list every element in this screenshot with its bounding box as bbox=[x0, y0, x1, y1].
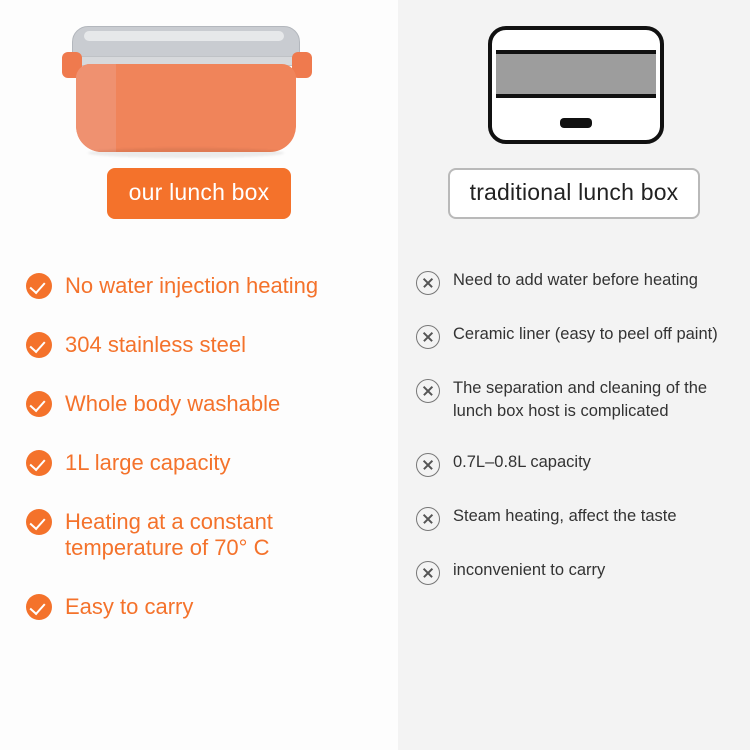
our-lunch-box-label: our lunch box bbox=[107, 168, 292, 219]
our-feature-list bbox=[0, 273, 398, 620]
list-item bbox=[26, 391, 398, 417]
feature-text: The separation and cleaning of the lunch box host is complicated bbox=[453, 379, 708, 420]
traditional-product-image bbox=[398, 0, 750, 168]
feature-text: 1L large capacity bbox=[65, 450, 231, 475]
traditional-box-latch bbox=[560, 118, 592, 128]
feature-text: Heating at a constant temperature of 70° C bbox=[65, 509, 273, 560]
orange-lunch-box-icon bbox=[62, 22, 312, 154]
traditional-feature-list bbox=[398, 269, 750, 585]
feature-text: Steam heating, affect the taste bbox=[453, 507, 677, 525]
product-shadow bbox=[88, 148, 284, 158]
traditional-title-row bbox=[398, 168, 750, 219]
list-item bbox=[416, 559, 744, 585]
cross-icon bbox=[416, 325, 440, 349]
lid-highlight bbox=[84, 31, 284, 41]
feature-text: 0.7L–0.8L capacity bbox=[453, 453, 591, 471]
list-item bbox=[416, 505, 744, 531]
feature-text: Need to add water before heating bbox=[453, 271, 698, 289]
traditional-lunch-box-icon bbox=[488, 22, 664, 152]
list-item bbox=[416, 451, 744, 477]
list-item bbox=[26, 450, 398, 476]
list-item bbox=[26, 332, 398, 358]
traditional-box-band bbox=[496, 50, 656, 98]
feature-text: No water injection heating bbox=[65, 273, 319, 298]
list-item bbox=[26, 509, 398, 561]
our-title-row bbox=[0, 168, 398, 219]
feature-text: inconvenient to carry bbox=[453, 561, 606, 579]
check-icon bbox=[26, 391, 52, 417]
check-icon bbox=[26, 273, 52, 299]
cross-icon bbox=[416, 271, 440, 295]
check-icon bbox=[26, 509, 52, 535]
feature-text: Ceramic liner (easy to peel off paint) bbox=[453, 325, 718, 343]
list-item bbox=[416, 377, 744, 423]
check-icon bbox=[26, 594, 52, 620]
list-item bbox=[416, 269, 744, 295]
feature-text: Whole body washable bbox=[65, 391, 281, 416]
check-icon bbox=[26, 332, 52, 358]
traditional-product-column bbox=[398, 0, 750, 750]
list-item bbox=[26, 594, 398, 620]
feature-text: 304 stainless steel bbox=[65, 332, 246, 357]
feature-text: Easy to carry bbox=[65, 594, 194, 619]
cross-icon bbox=[416, 507, 440, 531]
list-item bbox=[416, 323, 744, 349]
check-icon bbox=[26, 450, 52, 476]
cross-icon bbox=[416, 379, 440, 403]
cross-icon bbox=[416, 453, 440, 477]
our-product-image bbox=[0, 0, 398, 168]
cross-icon bbox=[416, 561, 440, 585]
lunch-box-body-highlight bbox=[76, 64, 116, 152]
list-item bbox=[26, 273, 398, 299]
traditional-lunch-box-label: traditional lunch box bbox=[448, 168, 701, 219]
